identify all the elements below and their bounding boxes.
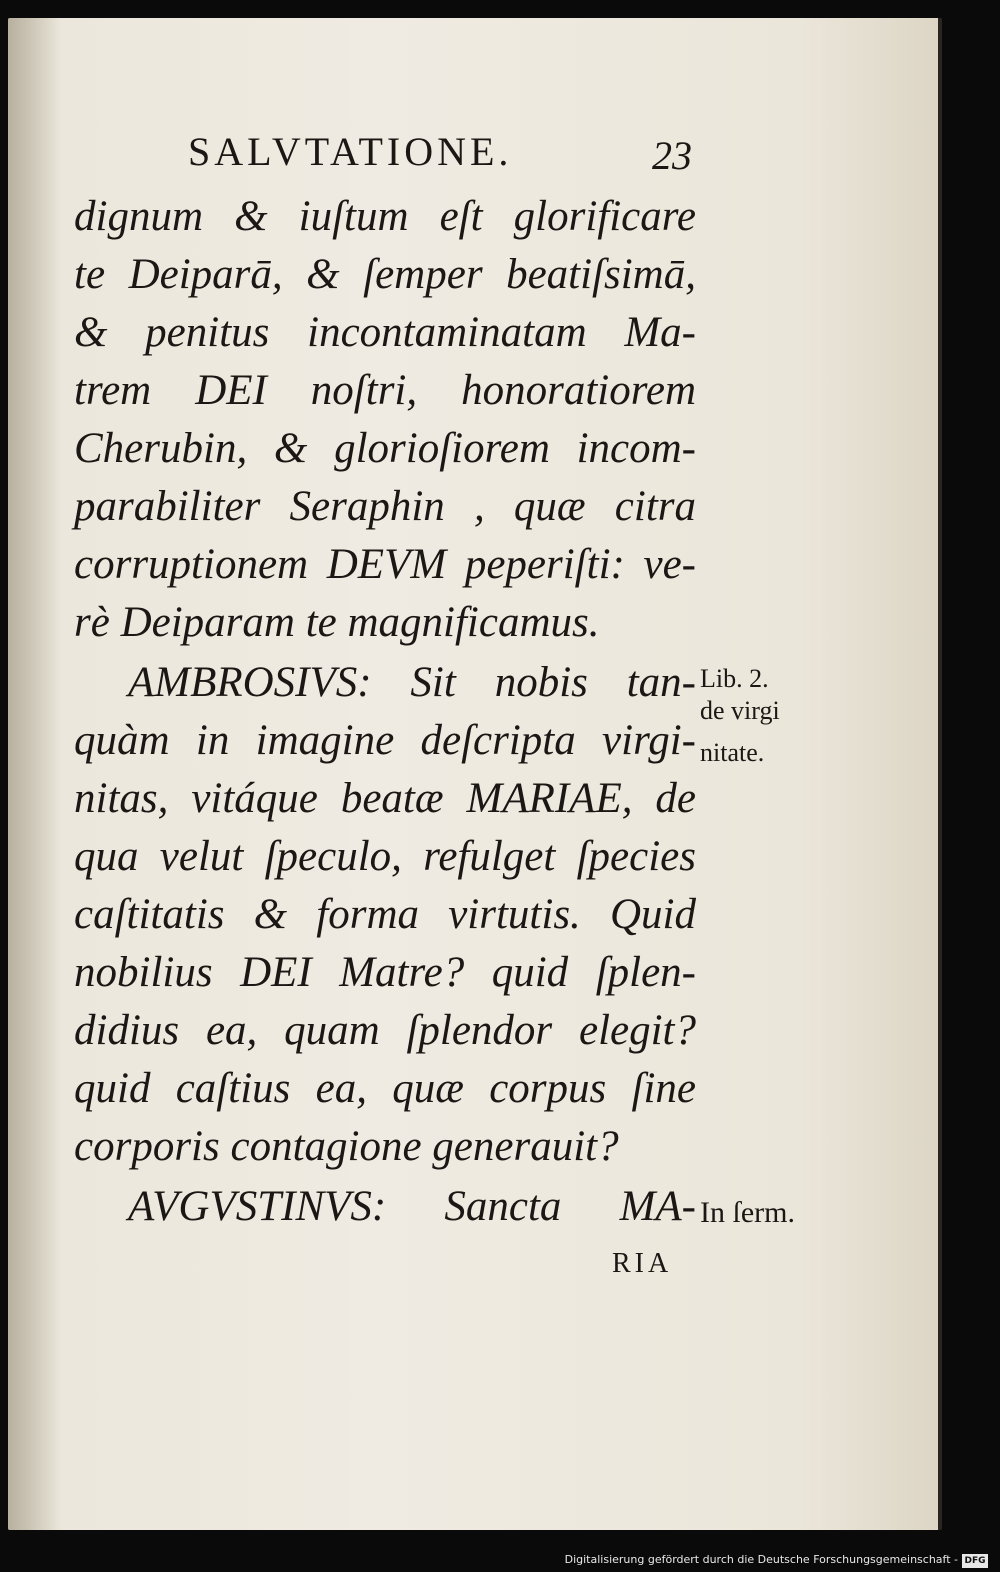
text-line: parabiliter Seraphin , quæ citra — [74, 483, 696, 530]
margin-note-augustinus: In ſerm. — [700, 1196, 795, 1229]
text-line: nobilius DEI Matre? quid ſplen- — [74, 949, 696, 996]
text-line: dignum & iuſtum eſt glorificare — [74, 193, 696, 240]
page-gutter-shadow — [8, 18, 60, 1530]
text-line: caſtitatis & forma virtutis. Quid — [74, 891, 696, 938]
margin-note-ambrosius-1: Lib. 2. — [700, 664, 769, 693]
catchword: RIA — [612, 1248, 673, 1279]
text-line: quàm in imagine deſcripta virgi- — [74, 717, 696, 764]
text-line: & penitus incontaminatam Ma- — [74, 309, 696, 356]
margin-note-ambrosius-2: de virgi — [700, 696, 780, 725]
text-line: AMBROSIVS: Sit nobis tan- — [128, 659, 696, 706]
text-line: te Deiparā, & ſemper beatiſsimā, — [74, 251, 696, 298]
dfg-logo: DFG — [962, 1554, 988, 1568]
text-line: didius ea, quam ſplendor elegit? — [74, 1007, 696, 1054]
page-number: 23 — [652, 133, 692, 178]
text-line: corruptionem DEVM peperiſti: ve- — [74, 541, 696, 588]
text-line: AVGVSTINVS: Sancta MA- — [128, 1183, 696, 1230]
text-line: rè Deiparam te magnificamus. — [74, 599, 600, 646]
text-line: trem DEI noſtri, honoratiorem — [74, 367, 696, 414]
running-title: SALVTATIONE. — [188, 129, 513, 174]
text-line: quid caſtius ea, quæ corpus ſine — [74, 1065, 696, 1112]
margin-note-ambrosius-3: nitate. — [700, 738, 765, 767]
digitization-credit: Digitalisierung gefördert durch die Deutsche Forschungsgemeinschaft - — [564, 1553, 958, 1566]
text-line: Cherubin, & glorioſiorem incom- — [74, 425, 696, 472]
text-line: qua velut ſpeculo, refulget ſpecies — [74, 833, 696, 880]
text-line: corporis contagione generauit? — [74, 1123, 619, 1170]
text-line: nitas, vitáque beatæ MARIAE, de — [74, 775, 696, 822]
